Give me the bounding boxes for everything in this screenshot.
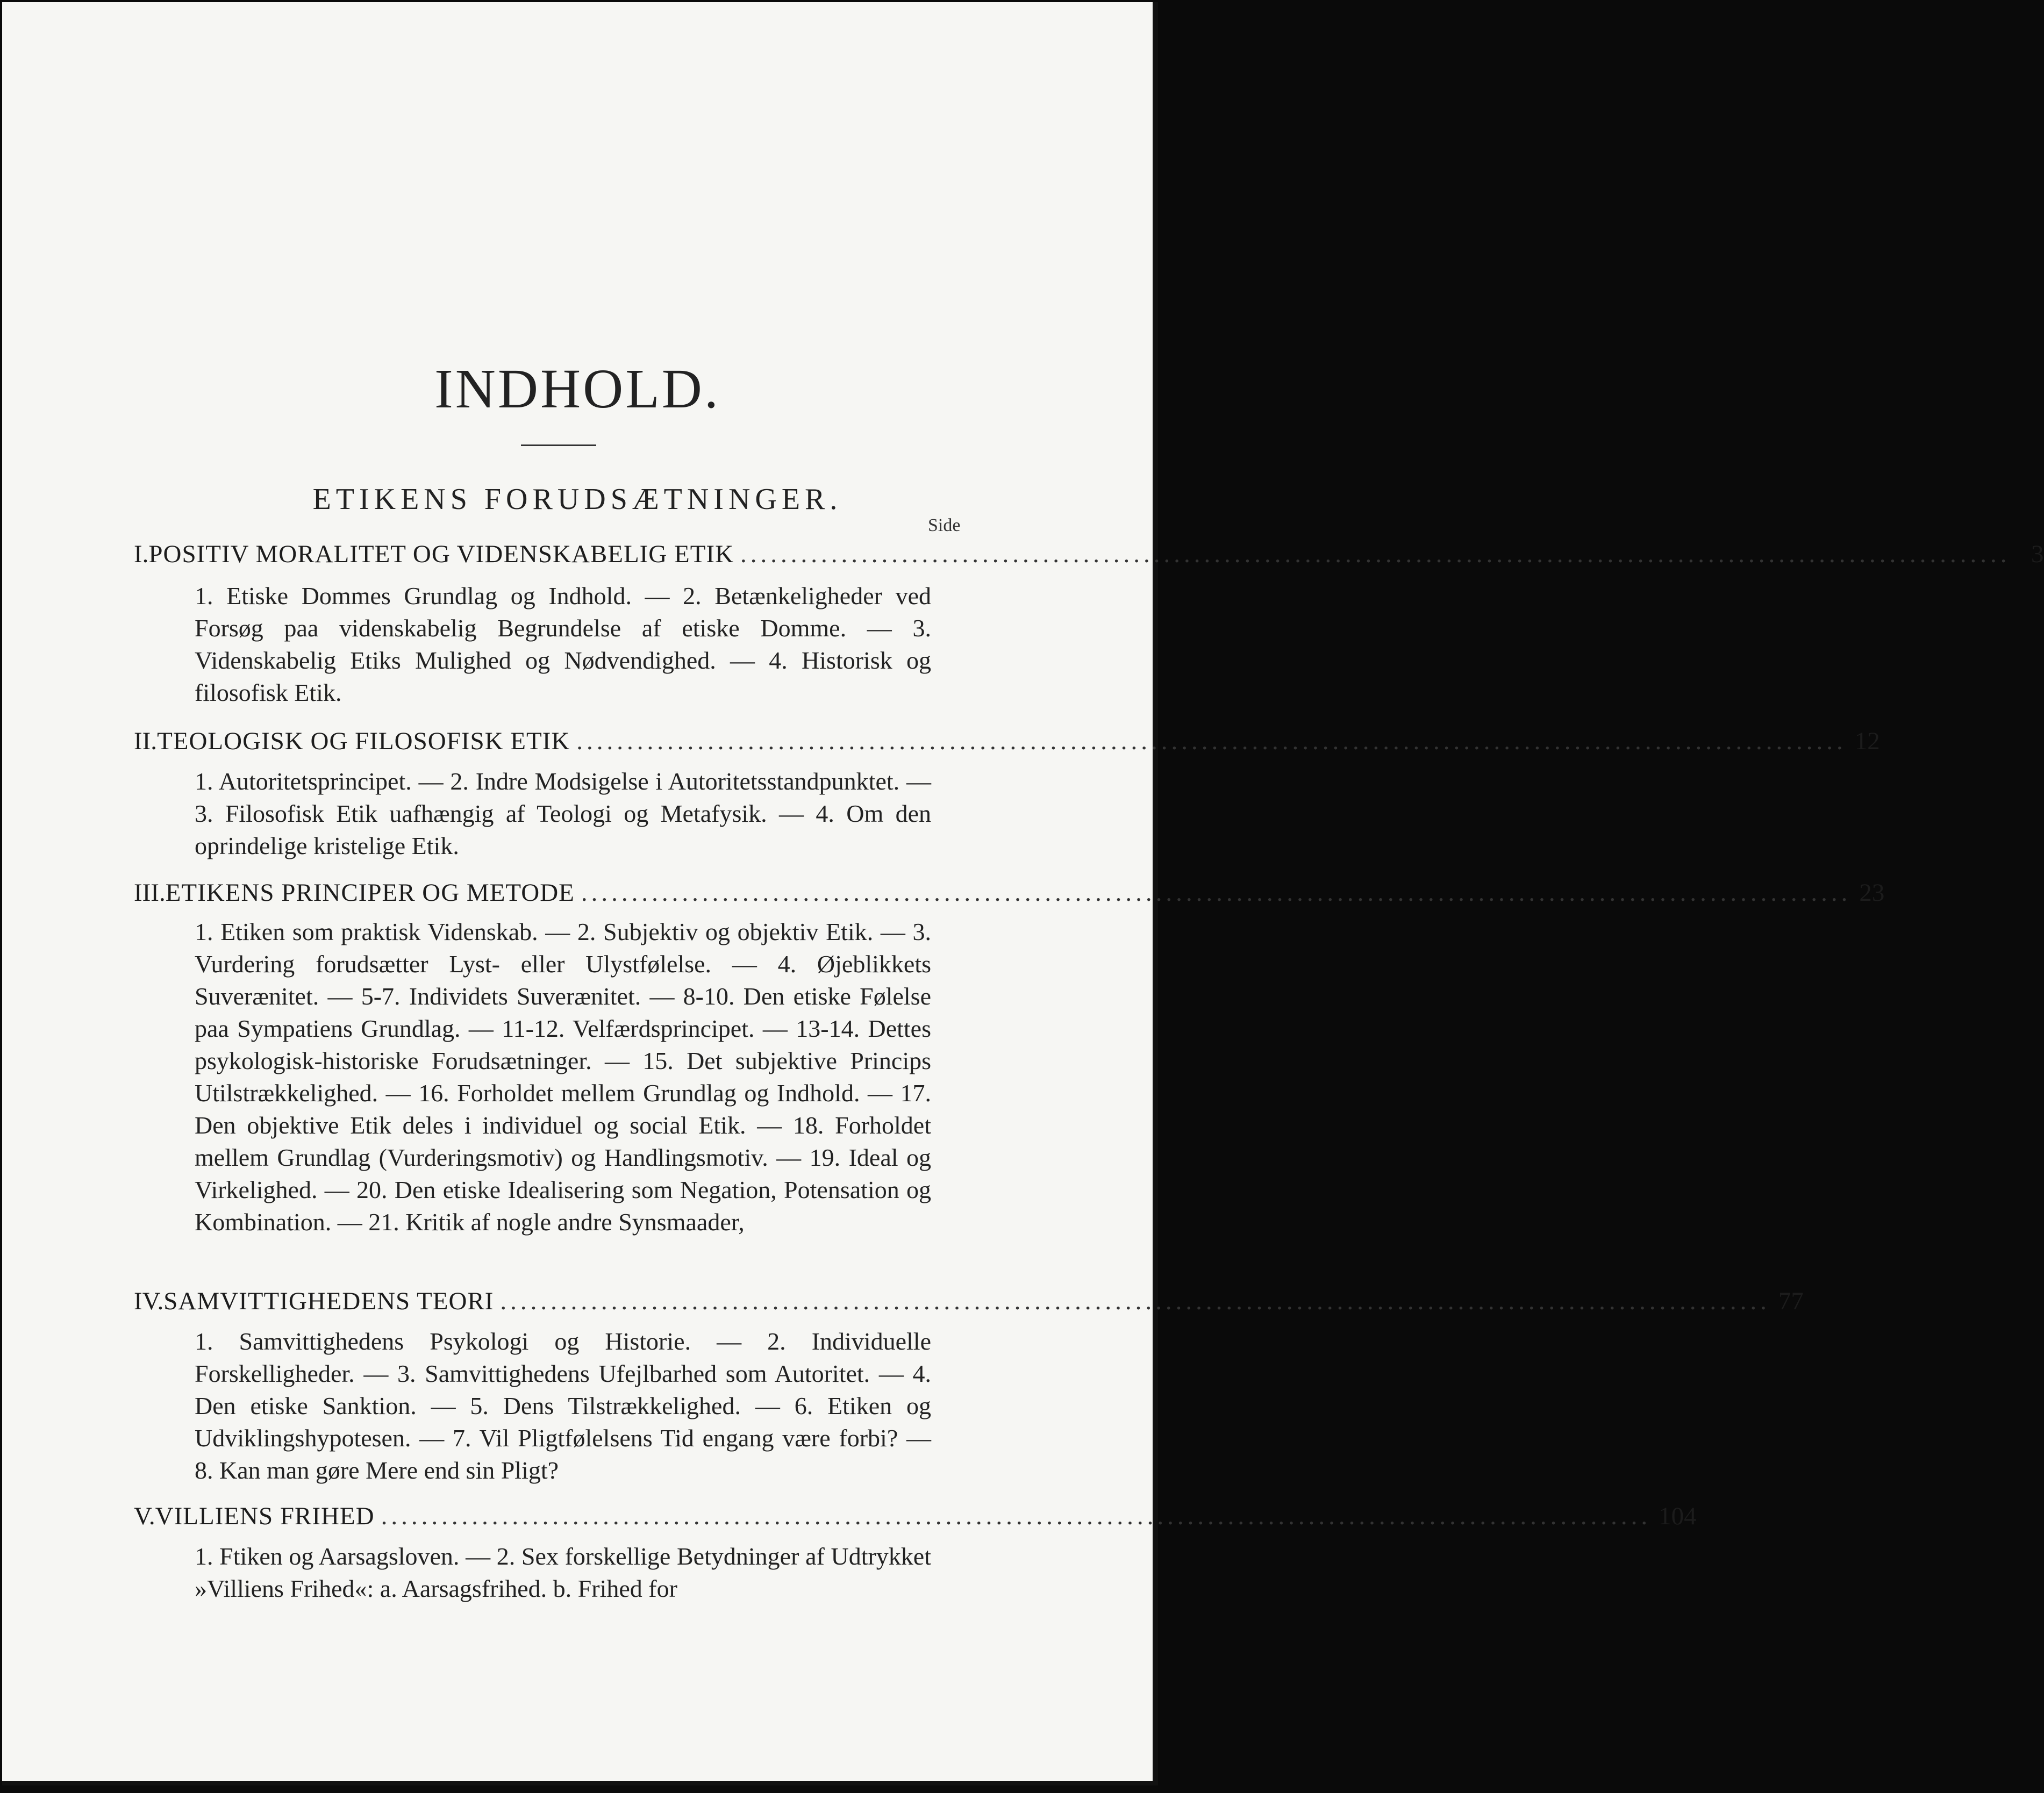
toc-entry-chapter-1 xyxy=(134,540,2044,574)
toc-entry-chapter-4 xyxy=(134,1287,1804,1321)
chapter-number: IV. xyxy=(134,1287,164,1315)
chapter-page-number: 104 xyxy=(1659,1502,1697,1530)
chapter-title: VILLIENS FRIHED xyxy=(155,1502,375,1530)
chapter-title: ETIKENS PRINCIPER OG METODE xyxy=(165,879,575,907)
title-divider xyxy=(521,444,596,446)
part-heading: ETIKENS FORUDSÆTNINGER. xyxy=(312,483,842,516)
toc-entry-chapter-3 xyxy=(134,878,1885,913)
chapter-page-number: 77 xyxy=(1778,1287,1804,1315)
chapter-description: 1. Etiken som praktisk Videnskab. — 2. Subjektiv og objektiv Etik. — 3. Vurdering forudsætter Lyst- eller Ulystfølelse. — 4. Øjeblikkets Suverænitet. — 5-7. Individets Suverænitet. — 8-10. Den etiske Følelse paa Sympatiens Grundlag. — 11-12. Velfærdsprincipet. — 13-14. Dettes psykologisk-historiske Forudsætninger. — 15. Det subjektive Princips Utilstrækkelighed. — 16. Forholdet mellem Grundlag og Indhold. — 17. Den objektive Etik deles i individuel og social Etik. — 18. Forholdet mellem Grundlag (Vurderingsmotiv) og Handlingsmotiv. — 19. Ideal og Virkelighed. — 20. Den etiske Idealisering som Negation, Potensation og Kombination. — 21. Kritik af nogle andre Synsmaader, xyxy=(195,918,931,1236)
chapter-title: TEOLOGISK OG FILOSOFISK ETIK xyxy=(157,727,570,755)
chapter-page-number: 12 xyxy=(1854,727,1880,755)
dot-leader: .............................................................................................................................. xyxy=(581,879,1852,907)
chapter-number: I. xyxy=(134,540,149,568)
book-page xyxy=(2,2,2044,1785)
dot-leader: .............................................................................................................................. xyxy=(576,727,1847,755)
chapter-title: SAMVITTIGHEDENS TEORI xyxy=(163,1287,494,1315)
toc-entry-chapter-2 xyxy=(134,727,1880,761)
chapter-page-number: 23 xyxy=(1859,879,1885,907)
chapter-description: 1. Samvittighedens Psykologi og Historie. — 2. Individuelle Forskelligheder. — 3. Samvittighedens Ufejlbarhed som Autoritet. — 4. Den etiske Sanktion. — 5. Dens Tilstrækkelighed. — 6. Etiken og Udviklingshypotesen. — 7. Vil Pligtfølelsens Tid engang være forbi? — 8. Kan man gøre Mere end sin Pligt? xyxy=(195,1328,931,1484)
chapter-description: 1. Autoritetsprincipet. — 2. Indre Modsigelse i Autoritetsstandpunktet. — 3. Filosofisk Etik uafhængig af Teologi og Metafysik. — 4. Om den oprindelige kristelige Etik. xyxy=(195,768,931,859)
dot-leader: .............................................................................................................................. xyxy=(381,1502,1652,1530)
dot-leader: .............................................................................................................................. xyxy=(740,540,2011,568)
toc-entry-chapter-5 xyxy=(134,1502,1697,1536)
page-title: INDHOLD. xyxy=(434,358,720,420)
chapter-description: 1. Ftiken og Aarsagsloven. — 2. Sex forskellige Betydninger af Udtrykket »Villiens Frihed«: a. Aarsagsfrihed. b. Frihed for xyxy=(195,1543,931,1602)
chapter-number: III. xyxy=(134,879,166,907)
chapter-page-number: 3 xyxy=(2031,540,2044,568)
chapter-title: POSITIV MORALITET OG VIDENSKABELIG ETIK xyxy=(148,540,734,568)
chapter-number: II. xyxy=(134,727,158,755)
chapter-number: V. xyxy=(134,1502,155,1530)
page-column-label: Side xyxy=(928,515,961,535)
dot-leader: .............................................................................................................................. xyxy=(500,1287,1770,1315)
chapter-description: 1. Etiske Dommes Grundlag og Indhold. — 2. Betænkeligheder ved Forsøg paa videnskabelig Begrundelse af etiske Domme. — 3. Videnskabelig Etiks Mulighed og Nødvendighed. — 4. Historisk og filosofisk Etik. xyxy=(195,582,931,706)
